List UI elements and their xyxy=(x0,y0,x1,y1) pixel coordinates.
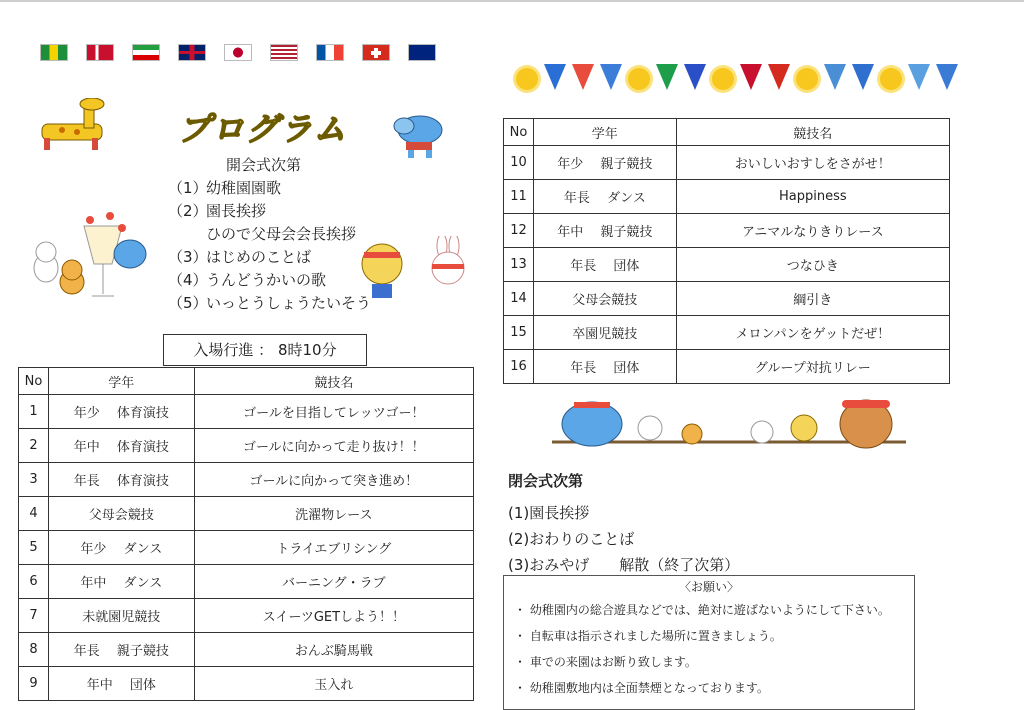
notice-item: ・ 幼稚園内の総合遊具などでは、絶対に遊ばないようにして下さい。 xyxy=(514,603,890,617)
program-table-right xyxy=(503,118,950,384)
table-row: 14 父母会競技 綱引き xyxy=(504,282,950,316)
table-row: 1 年少 体育演技 ゴールを目指してレッツゴー！ xyxy=(19,395,474,429)
flag-icon xyxy=(270,44,298,61)
table-row: 16 年長 団体 グループ対抗リレー xyxy=(504,350,950,384)
closing-program xyxy=(508,468,739,578)
flag-icon xyxy=(86,44,114,61)
notice-box xyxy=(503,575,915,710)
table-header-row xyxy=(504,119,950,146)
page-title: プログラム xyxy=(178,110,348,148)
table-row: 12 年中 親子競技 アニマルなりきりレース xyxy=(504,214,950,248)
column-header-no: No xyxy=(504,119,534,146)
flag-icon xyxy=(224,44,252,61)
sun-icon xyxy=(796,68,818,90)
flag-icon xyxy=(178,44,206,61)
flag-icon xyxy=(316,44,344,61)
table-row: 2 年中 体育演技 ゴールに向かって走り抜け！！ xyxy=(19,429,474,463)
list-item: （3）はじめのことば xyxy=(168,248,312,266)
table-row: 13 年長 団体 つなひき xyxy=(504,248,950,282)
list-item: (1)園長挨拶 xyxy=(508,504,590,522)
animal-characters-illustration xyxy=(26,206,150,306)
notice-item: ・ 自転車は指示されました場所に置きましょう。 xyxy=(514,629,782,643)
list-item: （1）幼稚園園歌 xyxy=(168,179,282,197)
column-header-grade: 学年 xyxy=(48,368,194,395)
sun-icon xyxy=(628,68,650,90)
flag-icon xyxy=(408,44,436,61)
table-row: 11 年長 ダンス Happiness xyxy=(504,180,950,214)
flag-icon xyxy=(362,44,390,61)
cat-rabbit-illustration xyxy=(356,236,480,302)
pennant-icon xyxy=(824,64,846,90)
flag-icon xyxy=(40,44,68,61)
column-header-event: 競技名 xyxy=(676,119,949,146)
column-header-no: No xyxy=(19,368,49,395)
top-border-line xyxy=(0,0,1024,2)
pennant-icon xyxy=(936,64,958,90)
pennant-icon xyxy=(908,64,930,90)
list-item: （5）いっとうしょうたいそう xyxy=(168,294,372,312)
table-row: 15 卒園児競技 メロンパンをゲットだぜ！ xyxy=(504,316,950,350)
column-header-grade: 学年 xyxy=(533,119,676,146)
notice-item: ・ 車での来園はお断り致します。 xyxy=(514,655,697,669)
pennant-icon xyxy=(768,64,790,90)
list-item: (2)おわりのことば xyxy=(508,530,635,548)
column-header-event: 競技名 xyxy=(194,368,473,395)
sun-icon xyxy=(880,68,902,90)
table-header-row xyxy=(19,368,474,395)
pennant-icon xyxy=(684,64,706,90)
pennant-icon xyxy=(572,64,594,90)
tug-of-war-illustration xyxy=(552,394,906,458)
table-row: 5 年少 ダンス トライエブリシング xyxy=(19,531,474,565)
program-table-left xyxy=(18,367,474,701)
list-item: （4）うんどうかいの歌 xyxy=(168,271,327,289)
closing-heading: 閉会式次第 xyxy=(508,472,584,490)
table-row: 3 年長 体育演技 ゴールに向かって突き進め！ xyxy=(19,463,474,497)
opening-heading: 開会式次第 xyxy=(226,156,302,174)
flag-icon xyxy=(132,44,160,61)
table-row: 9 年中 団体 玉入れ xyxy=(19,667,474,701)
list-item: ひので父母会会長挨拶 xyxy=(206,225,357,243)
entry-march-label: 入場行進 ： 8時10分 xyxy=(163,334,367,366)
sun-icon xyxy=(516,68,538,90)
list-item: (3)おみやげ 解散（終了次第） xyxy=(508,556,740,574)
giraffe-illustration xyxy=(22,98,132,152)
table-row: 7 未就園児競技 スイーツGETしよう！！ xyxy=(19,599,474,633)
pennant-icon xyxy=(544,64,566,90)
pennant-icon xyxy=(852,64,874,90)
notice-title: 〈お願い〉 xyxy=(678,580,739,594)
notice-item: ・ 幼稚園敷地内は全面禁煙となっております。 xyxy=(514,681,769,695)
elephant-illustration xyxy=(386,108,456,160)
pennant-icon xyxy=(656,64,678,90)
table-row: 8 年長 親子競技 おんぶ騎馬戦 xyxy=(19,633,474,667)
flag-row xyxy=(40,44,436,61)
table-row: 4 父母会競技 洗濯物レース xyxy=(19,497,474,531)
pennant-icon xyxy=(600,64,622,90)
table-row: 6 年中 ダンス バーニング・ラブ xyxy=(19,565,474,599)
table-row: 10 年少 親子競技 おいしいおすしをさがせ！ xyxy=(504,146,950,180)
pennant-icon xyxy=(740,64,762,90)
opening-program xyxy=(168,154,371,315)
list-item: （2）園長挨拶 xyxy=(168,202,267,220)
bunting-decoration xyxy=(516,64,958,90)
sun-icon xyxy=(712,68,734,90)
